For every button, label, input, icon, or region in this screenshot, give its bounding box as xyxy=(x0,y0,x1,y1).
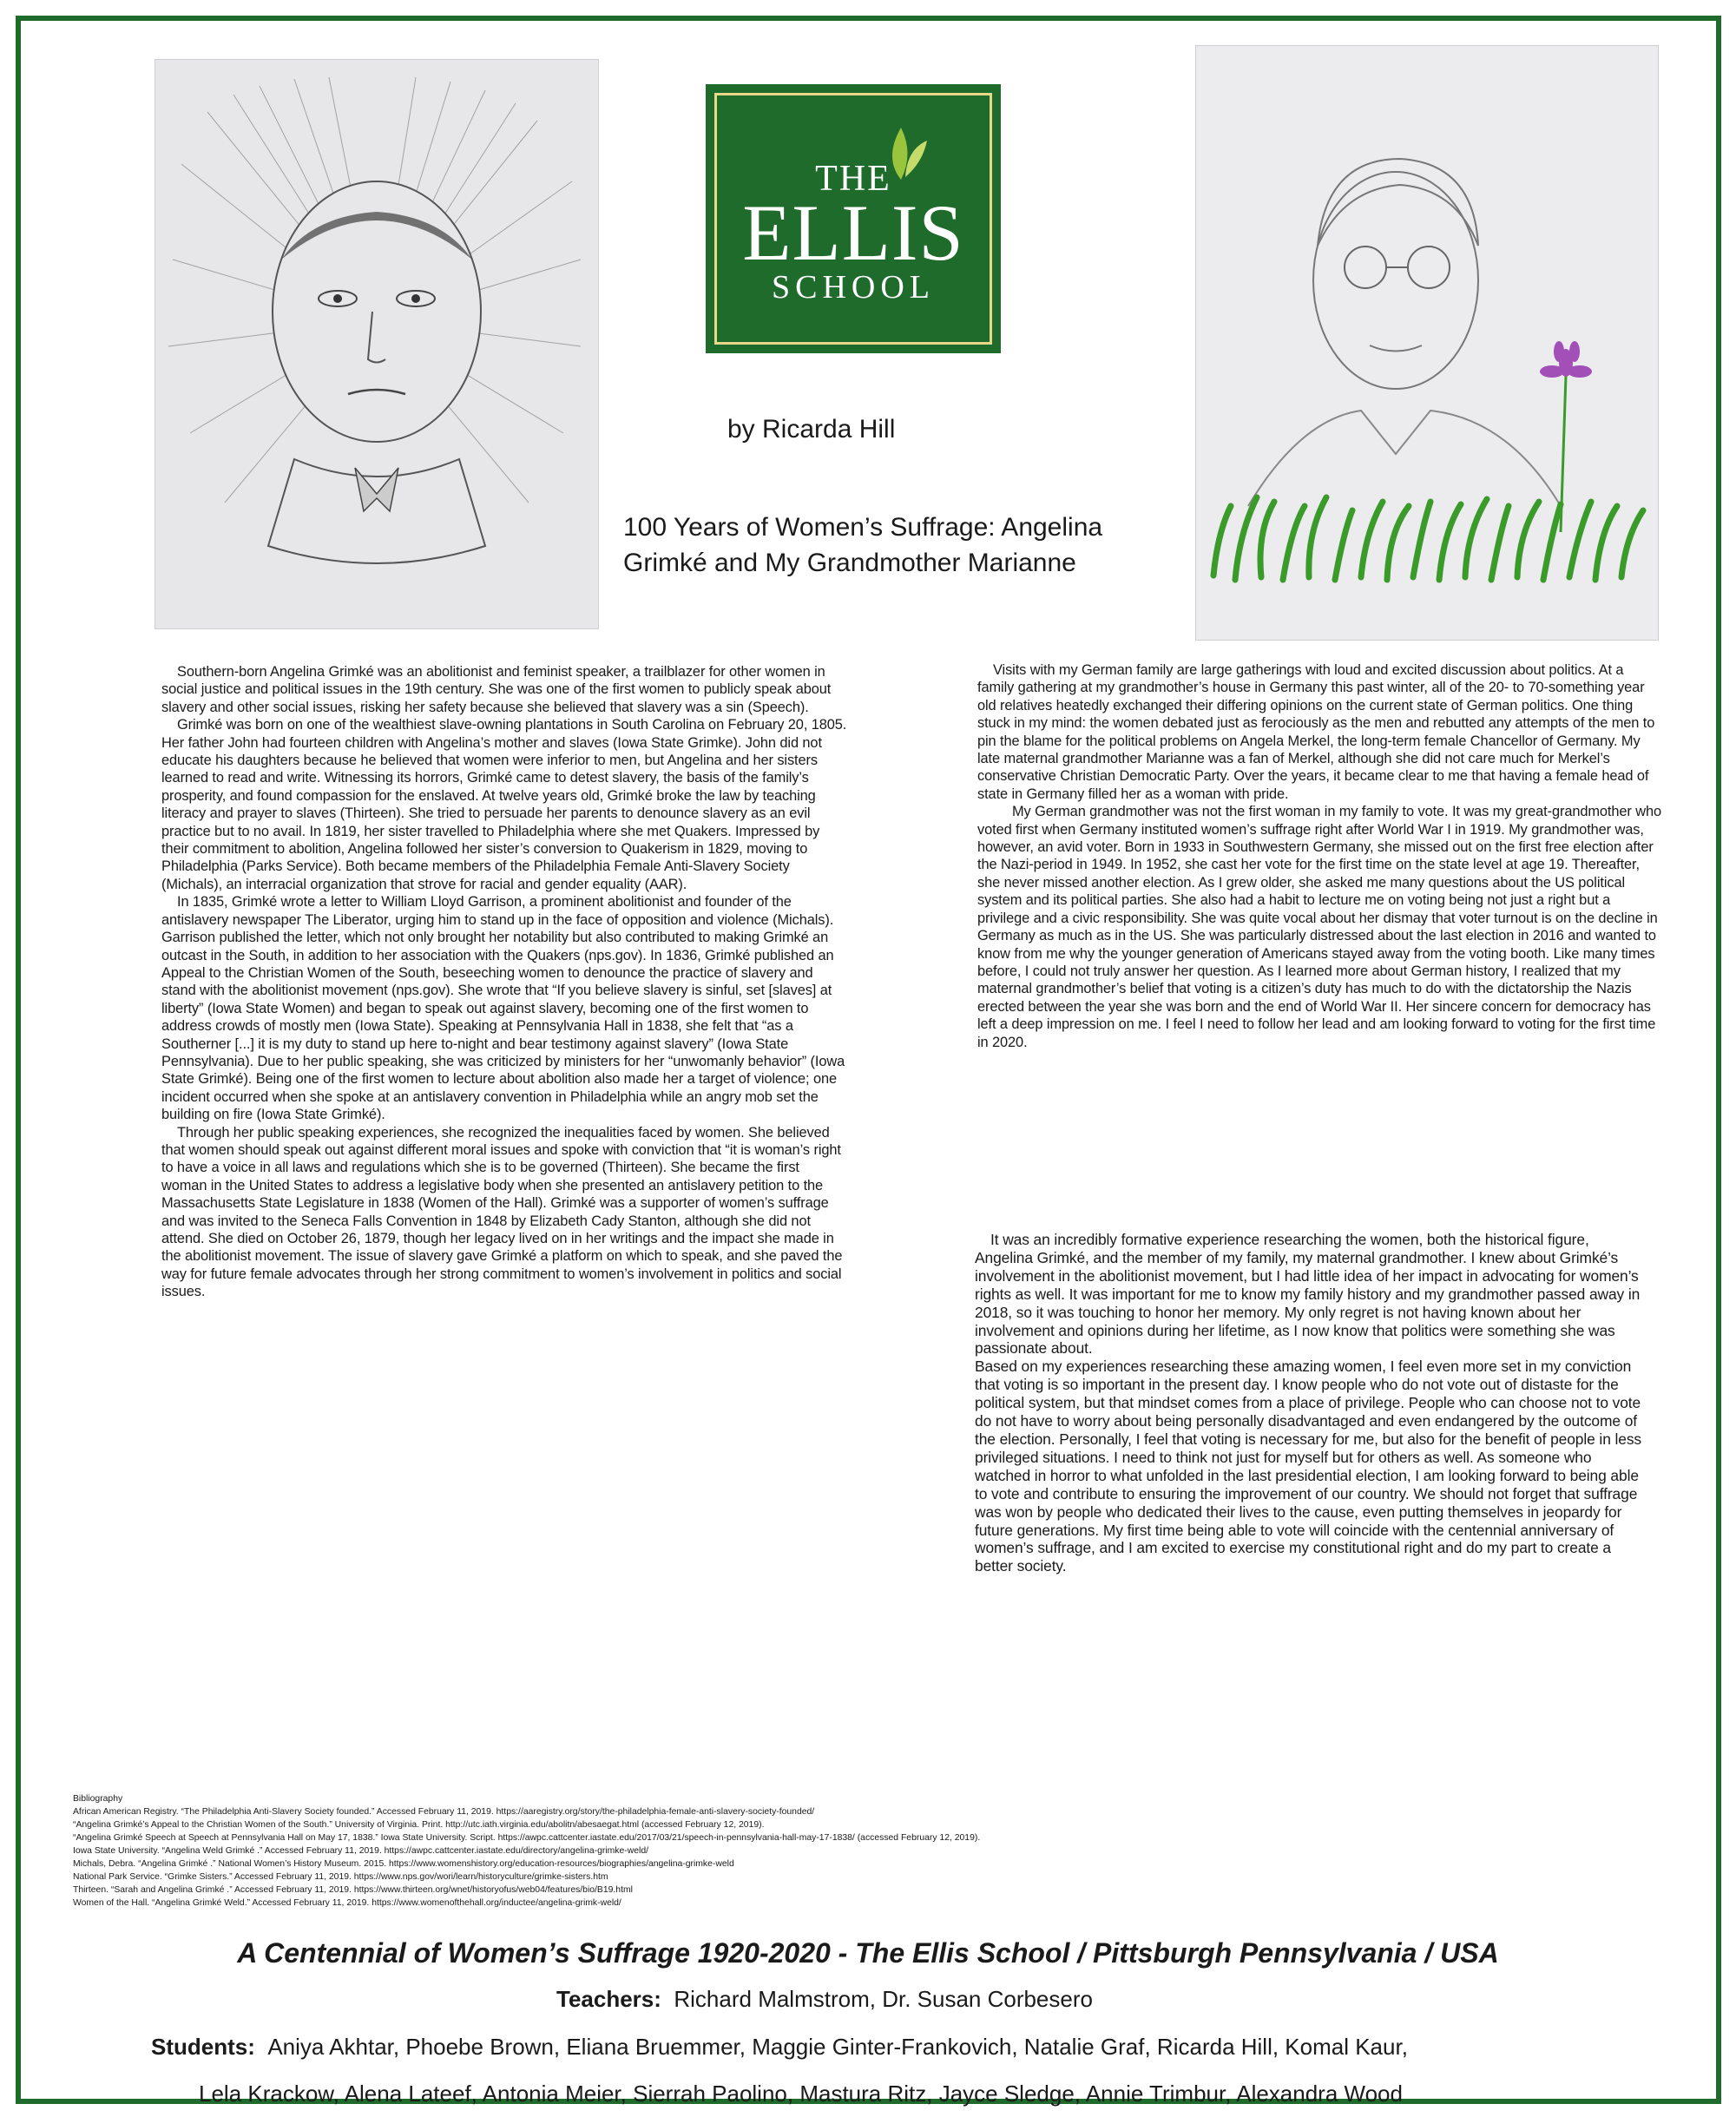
students-line-2 xyxy=(199,2081,1403,2107)
bibliography-entry: Iowa State University. “Angelina Weld Grimké .” Accessed February 11, 2019. https://awpc.cattcenter.iastate.edu/directory/angelina-grimke-weld/ xyxy=(73,1846,648,1856)
paragraph: Southern-born Angelina Grimké was an abolitionist and feminist speaker, a trailblazer for other women in social justice and political issues in the 19th century. She was one of the first women to publicly speak about slavery and other social issues, risking her safety because she believed that slavery was a sin (Speech). xyxy=(161,664,832,715)
teachers-line xyxy=(556,1986,1093,2013)
bibliography-entry: Thirteen. “Sarah and Angelina Grimké .” Accessed February 11, 2019. https://www.thirteen.org/wnet/historyofus/web04/features/bio/B19.html xyxy=(73,1885,633,1895)
bibliography-entry: “Angelina Grimké Speech at Speech at Pennsylvania Hall on May 17, 1838.” Iowa State University. Script. https://awpc.cattcenter.iastate.edu/2017/03/21/speech-in-pennsylvania-hall-may-17-1838/ (accessed February 12, 2019). xyxy=(73,1833,981,1843)
paragraph: It was an incredibly formative experience researching the women, both the historical figure, Angelina Grimké, and the member of my family, my maternal grandmother. I knew about Grimké’s involvement in the abolitionist movement, but I had little idea of her impact in advocating for women’s rights as well. It was important for me to know my family history and my grandmother passed away in 2018, so it was touching to honor her memory. My only regret is not having known about her involvement and opinions during her lifetime, as I now know that politics were something she was passionate about. xyxy=(975,1231,1641,1358)
logo-line-ellis: ELLIS xyxy=(742,188,964,277)
paragraph: Visits with my German family are large gatherings with loud and excited discussion about politics. At a family gathering at my grandmother’s house in Germany this past winter, all of the 20- to 70-something year old relatives heatedly exchanged their differing opinions on the current state of German politics. One thing stuck in my mind: the women debated just as ferociously as the men and rebutted any attempts of the men to pin the blame for the political problems on Angela Merkel, the long-term female Chancellor of Germany. My late maternal grandmother Marianne was a fan of Merkel, although she did not care much for Merkel’s conservative Christian Democratic Party. Over the years, it became clear to me that having a female head of state in Germany filled her as a woman with pride. xyxy=(977,662,1655,802)
bibliography-entry: “Angelina Grimké’s Appeal to the Christian Women of the South.” University of Virginia. Print. http://utc.iath.virginia.edu/abolitn/abesaegat.html (accessed February 12, 2019). xyxy=(73,1820,765,1830)
logo-line-school: SCHOOL xyxy=(771,269,936,306)
bibliography-entry: Michals, Debra. “Angelina Grimké .” National Women’s History Museum. 2015. https://www.womenshistory.org/education-resources/biographies/angelina-grimke-weld xyxy=(73,1859,734,1869)
students-names-1: Aniya Akhtar, Phoebe Brown, Eliana Bruemmer, Maggie Ginter-Frankovich, Natalie Graf, Ricarda Hill, Komal Kaur, xyxy=(267,2034,1408,2060)
students-names-2: Lela Krackow, Alena Lateef, Antonia Meier, Sierrah Paolino, Mastura Ritz, Jayce Sledge, Annie Trimbur, Alexandra Wood xyxy=(199,2081,1403,2107)
author-byline: by Ricarda Hill xyxy=(727,415,896,444)
bibliography xyxy=(73,1792,1653,1910)
bibliography-entry: African American Registry. “The Philadelphia Anti-Slavery Society founded.” Accessed February 11, 2019. https://aaregistry.org/story/the-philadelphia-female-anti-slavery-society-founded/ xyxy=(73,1807,815,1817)
bibliography-entry: Women of the Hall. “Angelina Grimké Weld.” Accessed February 11, 2019. https://www.womenofthehall.org/inductee/angelina-grimk-weld/ xyxy=(73,1898,621,1908)
paragraph: Based on my experiences researching these amazing women, I feel even more set in my conviction that voting is so important in the present day. I know people who do not vote out of distaste for the political system, but that mindset comes from a place of privilege. People who can choose not to vote do not have to worry about being personally disadvantaged and even endangered by the outcome of the election. Personally, I feel that voting is necessary for me, but also for the benefit of people in less privileged situations. I need to think not just for myself but for others as well. As someone who watched in horror to what unfolded in the last presidential election, I am looking forward to being able to vote and contribute to ensuring the improvement of our country. We should not forget that suffrage was won by people who dedicated their lives to the cause, even putting themselves in jeopardy for future generations. My first time being able to vote will coincide with the centennial anniversary of women’s suffrage, and I am excited to exercise my constitutional right and do my part to create a better society. xyxy=(975,1358,1642,1575)
ellis-school-logo xyxy=(706,84,1001,353)
students-label: Students: xyxy=(151,2034,255,2060)
reflection-column xyxy=(975,1231,1643,1575)
paragraph: Through her public speaking experiences, she recognized the inequalities faced by women. She believed that women should speak out against different moral issues and spoke with conviction that “it is woman’s right to have a voice in all laws and regulations which she is to be governed (Thirteen). She became the first woman in the United States to address a legislative body when she presented an antislavery petition to the Massachusetts State Legislature in 1838 (Women of the Hall). Grimké was a supporter of women’s suffrage and was invited to the Seneca Falls Convention in 1848 by Elizabeth Cady Stanton, although she did not attend. She died on October 26, 1879, though her legacy lived on in her writings and the impact she made in the abolitionist movement. The issue of slavery gave Grimké a platform on which to speak, and she paved the way for future female advocates through her strong commitment to women’s involvement in politics and social issues. xyxy=(161,1124,843,1300)
teachers-names: Richard Malmstrom, Dr. Susan Corbesero xyxy=(674,1986,1093,2012)
bibliography-entry: National Park Service. “Grimke Sisters.” Accessed February 11, 2019. https://www.nps.gov/wori/learn/historyculture/grimke-sisters.htm xyxy=(73,1872,608,1882)
grimke-biography-column xyxy=(161,663,847,1301)
students-line-1 xyxy=(151,2034,1408,2061)
grandmother-portrait-drawing xyxy=(1195,45,1659,641)
grandmother-story-column xyxy=(977,661,1663,1051)
teachers-label: Teachers: xyxy=(556,1986,661,2012)
paragraph: In 1835, Grimké wrote a letter to William Lloyd Garrison, a prominent abolitionist and founder of the antislavery newspaper The Liberator, urging him to stand up in the face of opposition and violence (Michals). Garrison published the letter, which not only brought her notability but also contributed to making Grimké an outcast in the South, in addition to her association with the Quakers (nps.gov). In 1836, Grimké published an Appeal to the Christian Women of the South, beseeching women to denounce the practice of slavery and stand with the abolitionist movement (nps.gov). She wrote that “If you believe slavery is sinful, set [slaves] at liberty” (Iowa State Women) and began to speak out against slavery, becoming one of the first women to address crowds of mostly men (Iowa State). Speaking at Pennsylvania Hall in 1838, she felt that “as a Southerner [...] it is my duty to stand up here to-night and bear testimony against slavery” (Iowa State Pennsylvania). Due to her public speaking, she was criticized by ministers for her “unwomanly behavior” (Iowa State Grimké). Being one of the first women to lecture about abolition also made her a target of violence; one incident occurred when she spoke at an antislavery convention in Philadelphia while an angry mob set the building on fire (Iowa State Grimké). xyxy=(161,894,845,1123)
footer-title: A Centennial of Women’s Suffrage 1920-2020 - The Ellis School / Pittsburgh Pennsylvania / USA xyxy=(237,1937,1499,1969)
essay-title: 100 Years of Women’s Suffrage: Angelina Grimké and My Grandmother Marianne xyxy=(623,513,1103,577)
logo-line-the: THE xyxy=(815,159,891,199)
angelina-grimke-portrait-drawing xyxy=(155,59,599,629)
paragraph: Grimké was born on one of the wealthiest slave-owning plantations in South Carolina on February 20, 1805. Her father John had fourteen children with Angelina’s mother and slaves (Iowa State Grimke). John did not educate his daughters because he believed that women were inferior to men, but Angelina and her sisters learned to read and write. Witnessing its horrors, Grimké came to detest slavery, the basis of the family’s prosperity, and found compassion for the enslaved. At twelve years old, Grimké broke the law by teaching literacy and prayer to slaves (Thirteen). She tried to persuade her parents to denounce slavery as an evil practice but to no avail. In 1819, her sister travelled to Philadelphia where she met Quakers. Impressed by their commitment to abolition, Angelina followed her sister’s conversion to Quakerism in 1829, moving to Philadelphia (Parks Service). Both became members of the Philadelphia Female Anti-Slavery Society (Michals), an interracial organization that strove for racial and gender equality (AAR). xyxy=(161,717,847,892)
bibliography-heading: Bibliography xyxy=(73,1794,123,1804)
paragraph: My German grandmother was not the first woman in my family to vote. It was my great-grandmother who voted first when Germany instituted women’s suffrage right after World War I in 1919. My grandmother was, however, an avid voter. Born in 1933 in Southwestern Germany, she missed out on the first free election after the Nazi-period in 1949. In 1952, she cast her vote for the first time on the state level at age 19. Thereafter, she never missed another election. As I grew older, she asked me many questions about the US political system and its political parties. She also had a habit to lecture me on voting being not just a right but a privilege and a civic responsibility. She was quite vocal about her dismay that voter turnout is on the decline in Germany as much as in the US. She was particularly distressed about the last election in 2016 and wanted to know from me why the younger generation of Americans stayed away from the voting booth. Like many times before, I could not truly answer her question. As I learned more about German history, I realized that my maternal grandmother’s belief that voting is a citizen’s duty has much to do with the dictatorship the Nazis erected between the year she was born and the end of World War II. Her sincere concern for democracy has left a deep impression on me. I feel I need to follow her lead and am looking forward to voting for the first time in 2020. xyxy=(977,804,1661,1050)
